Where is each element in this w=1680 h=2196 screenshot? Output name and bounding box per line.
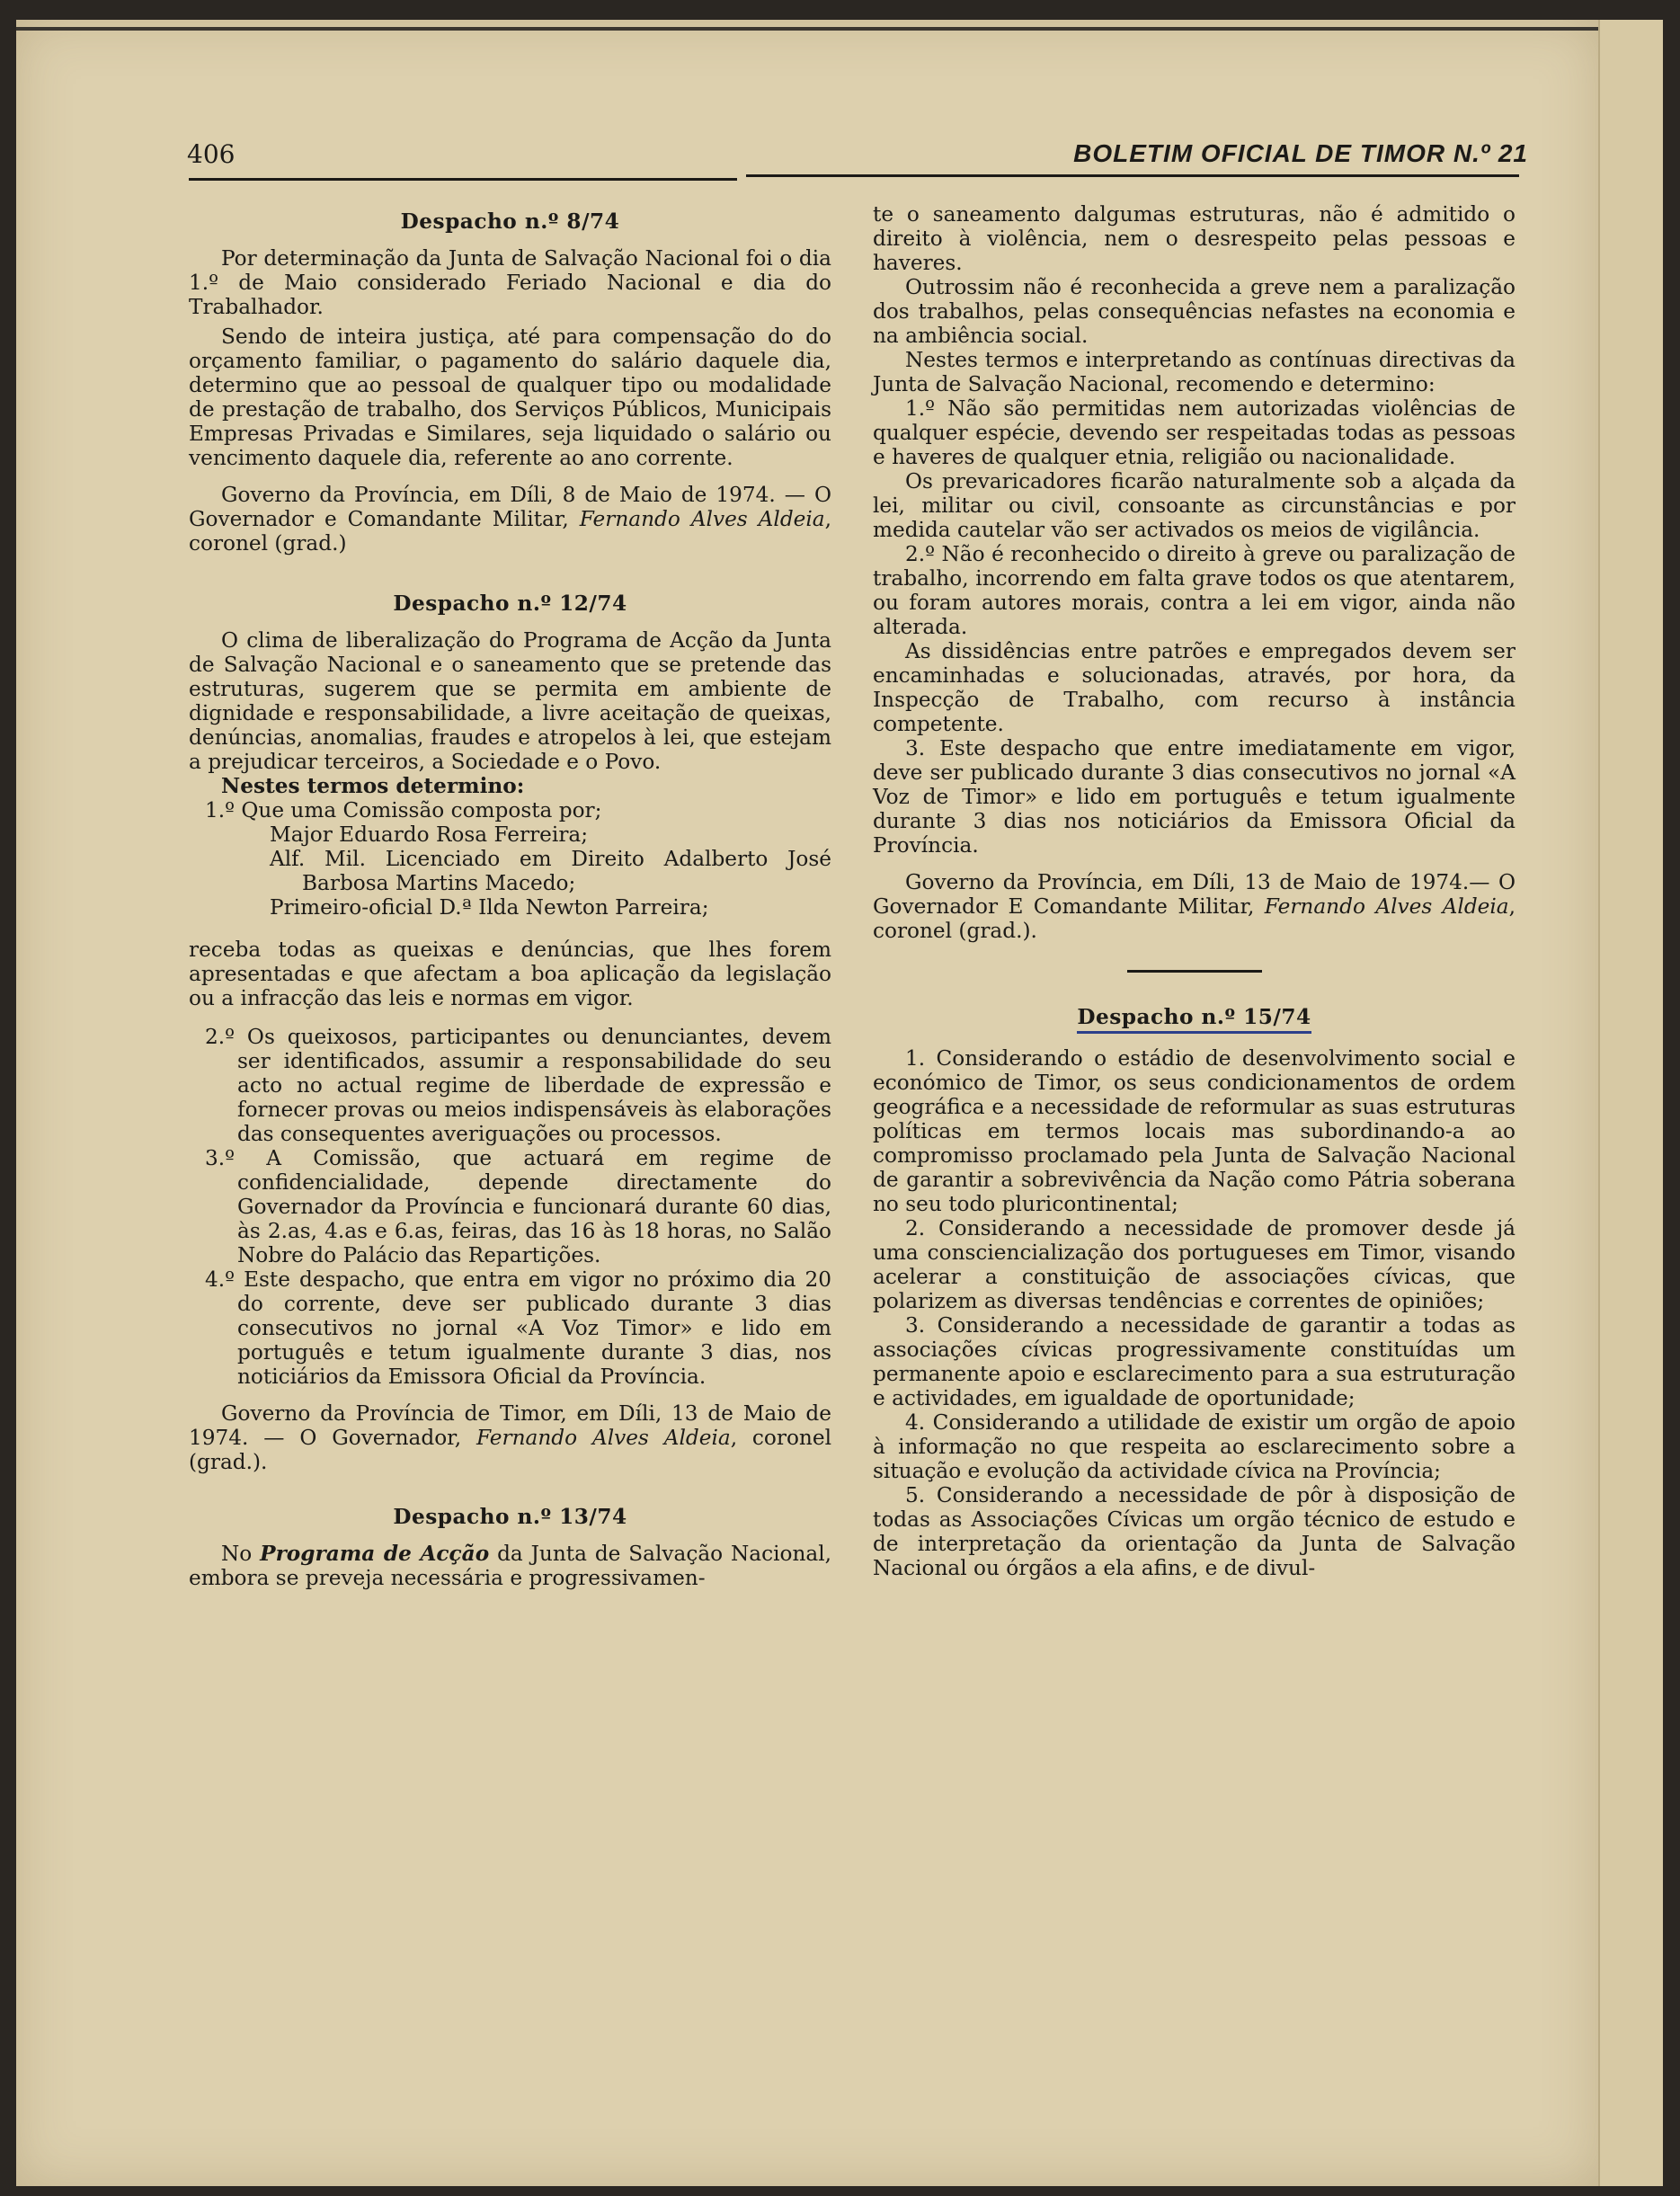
despacho-13-continuation-3: Nestes termos e interpretando as contínuas directivas da Junta de Salvação Nacional, recomendo e determino: [873,348,1516,396]
despacho-13-continuation-5: As dissidências entre patrões e empregados devem ser encaminhadas e solucionadas, através, por hora, da Inspecção de Trabalho, com recurso à instância competente. [873,639,1516,736]
header-rule-right [746,174,1519,177]
despacho-13-item-1: 1.º Não são permitidas nem autorizadas violências de qualquer espécie, devendo ser respeitadas todas as pessoas e haveres de qualquer etnia, religião ou nacionalidade. [873,396,1516,469]
signature-name: Fernando Alves Aldeia [476,1426,731,1450]
commission-member-2: Alf. Mil. Licenciado em Direito Adalberto José Barbosa Martins Macedo; [270,847,831,895]
signature-rank: , coronel (grad.). [873,894,1516,943]
right-column [873,202,1516,1580]
despacho-8-signature [189,483,831,556]
despacho-15-paragraph-1: 1. Considerando o estádio de desenvolvimento social e económico de Timor, os seus condicionamentos de ordem geográfica e a necessidade de reformular as suas estruturas políticas em termos locais mas subordinando-a ao compromisso proclamado pela Junta de Salvação Nacional de garantir a sobrevivência da Nação como Pátria soberana no seu todo pluricontinental; [873,1046,1516,1216]
header-title: BOLETIM OFICIAL DE TIMOR N.º 21 [1073,139,1528,167]
despacho-15-paragraph-3: 3. Considerando a necessidade de garantir a todas as associações cívicas progressivamente constituídas um permanente apoio e esclarecimento para a sua estruturação e actividades, em igualdade de oportunidade; [873,1313,1516,1410]
signature-text: Governo da Província, em Díli, 8 de Maio de 1974. — O Governador e Comandante Militar, [189,483,831,531]
despacho-15-paragraph-5: 5. Considerando a necessidade de pôr à disposição de todas as Associações Cívicas um orgão técnico de estudo e de interpretação da orientação da Junta de Salvação Nacional ou órgãos a ela afins, e de divul- [873,1483,1516,1580]
despacho-13-paragraph-1 [189,1542,831,1590]
page-number: 406 [187,139,236,169]
despacho-12-item-4: 4.º Este despacho, que entra em vigor no próximo dia 20 do corrente, deve ser publicado durante 3 dias consecutivos no jornal «A Voz Timor» e lido em português e tetum igualmente durante 3 dias, nos noticiários da Emissora Oficial da Província. [205,1267,831,1389]
signature-text: Governo da Província de Timor, em Díli, 13 de Maio de 1974. — O Governador, [189,1401,831,1450]
top-border-line [16,27,1598,31]
commission-member-3: Primeiro-oficial D.ª Ilda Newton Parreira; [270,895,709,920]
despacho-13-item-3: 3. Este despacho que entre imediatamente em vigor, deve ser publicado durante 3 dias consecutivos no jornal «A Voz de Timor» e lido em português e tetum igualmente durante 3 dias nos noticiários da Emissora Oficial da Província. [873,736,1516,858]
despacho-13-signature [873,870,1516,943]
program-name: Programa de Acção [260,1542,490,1566]
despacho-13-continuation-2: Outrossim não é reconhecida a greve nem a paralização dos trabalhos, pelas consequências nefastes na economia e na ambiência social. [873,275,1516,348]
text: da Junta de Salvação Nacional, embora se preveja necessária e progressivamen- [189,1542,832,1590]
despacho-8-paragraph-1: Por determinação da Junta de Salvação Nacional foi o dia 1.º de Maio considerado Feriado Nacional e dia do Trabalhador. [189,246,831,319]
signature-name: Fernando Alves Aldeia [579,507,825,531]
despacho-15-title-wrap [873,1005,1516,1034]
despacho-8-title: Despacho n.º 8/74 [400,209,620,234]
signature-rank: , coronel (grad.) [189,507,831,556]
despacho-12-title: Despacho n.º 12/74 [393,591,627,616]
commission-member-1: Major Eduardo Rosa Ferreira; [270,822,589,847]
header-rule-left [189,178,737,181]
left-column [189,202,831,1590]
despacho-15-paragraph-4: 4. Considerando a utilidade de existir um orgão de apoio à informação no que respeita ao esclarecimento sobre a situação e evolução da actividade cívica na Província; [873,1410,1516,1483]
signature-text: Governo da Província, em Díli, 13 de Maio de 1974.— O Governador E Comandante Militar, [873,870,1516,919]
despacho-12-paragraph-1: O clima de liberalização do Programa de Acção da Junta de Salvação Nacional e o saneamento que se pretende das estruturas, sugerem que se permita em ambiente de dignidade e responsabilidade, a livre aceitação de queixas, denúncias, anomalias, fraudes e atropelos à lei, que estejam a prejudicar terceiros, a Sociedade e o Povo. [189,628,831,774]
despacho-12-item-2: 2.º Os queixosos, participantes ou denunciantes, devem ser identificados, assumir a responsabilidade do seu acto no actual regime de liberdade de expressão e fornecer provas ou meios indispensáveis às elaborações das consequentes averiguações ou processos. [205,1025,831,1146]
despacho-13-continuation-4: Os prevaricadores ficarão naturalmente sob a alçada da lei, militar ou civil, consoante as circunstâncias e por medida cautelar vão ser activados os meios de vigilância. [873,469,1516,542]
adjacent-page-edge [1598,20,1663,2186]
despacho-13-title: Despacho n.º 13/74 [393,1505,627,1529]
despacho-8-paragraph-2: Sendo de inteira justiça, até para compensação do do orçamento familiar, o pagamento do salário daquele dia, determino que ao pessoal de qualquer tipo ou modalidade de prestação de trabalho, dos Serviços Públicos, Municipais Empresas Privadas e Similares, seja liquidado o salário ou vencimento daquele dia, referente ao ano corrente. [189,325,831,470]
signature-rank: , coronel (grad.). [189,1426,831,1474]
despacho-12-paragraph-2: Nestes termos determino: [221,774,525,798]
despacho-12-signature [189,1401,831,1474]
despacho-12-item-3: 3.º A Comissão, que actuará em regime de confidencialidade, depende directamente do Governador da Província e funcionará durante 60 dias, às 2.as, 4.as e 6.as, feiras, das 16 às 18 horas, no Salão Nobre do Palácio das Repartições. [205,1146,831,1267]
section-separator [1127,970,1262,973]
signature-name: Fernando Alves Aldeia [1264,894,1509,919]
text: No [221,1542,261,1566]
despacho-12-item-1: 1.º Que uma Comissão composta por; [205,798,602,822]
despacho-13-continuation-1: te o saneamento dalgumas estruturas, não é admitido o direito à violência, nem o desrespeito pelas pessoas e haveres. [873,202,1516,275]
despacho-15-title: Despacho n.º 15/74 [1077,1005,1311,1034]
despacho-12-paragraph-3: receba todas as queixas e denúncias, que lhes forem apresentadas e que afectam a boa aplicação da legislação ou a infracção das leis e normas em vigor. [189,938,831,1010]
despacho-13-item-2: 2.º Não é reconhecido o direito à greve ou paralização de trabalho, incorrendo em falta grave todos os que atentarem, ou foram autores morais, contra a lei em vigor, ainda não alterada. [873,542,1516,639]
despacho-15-paragraph-2: 2. Considerando a necessidade de promover desde já uma consciencialização dos portugueses em Timor, visando acelerar a constituição de associações cívicas, que polarizem as diversas tendências e correntes de opiniões; [873,1216,1516,1313]
